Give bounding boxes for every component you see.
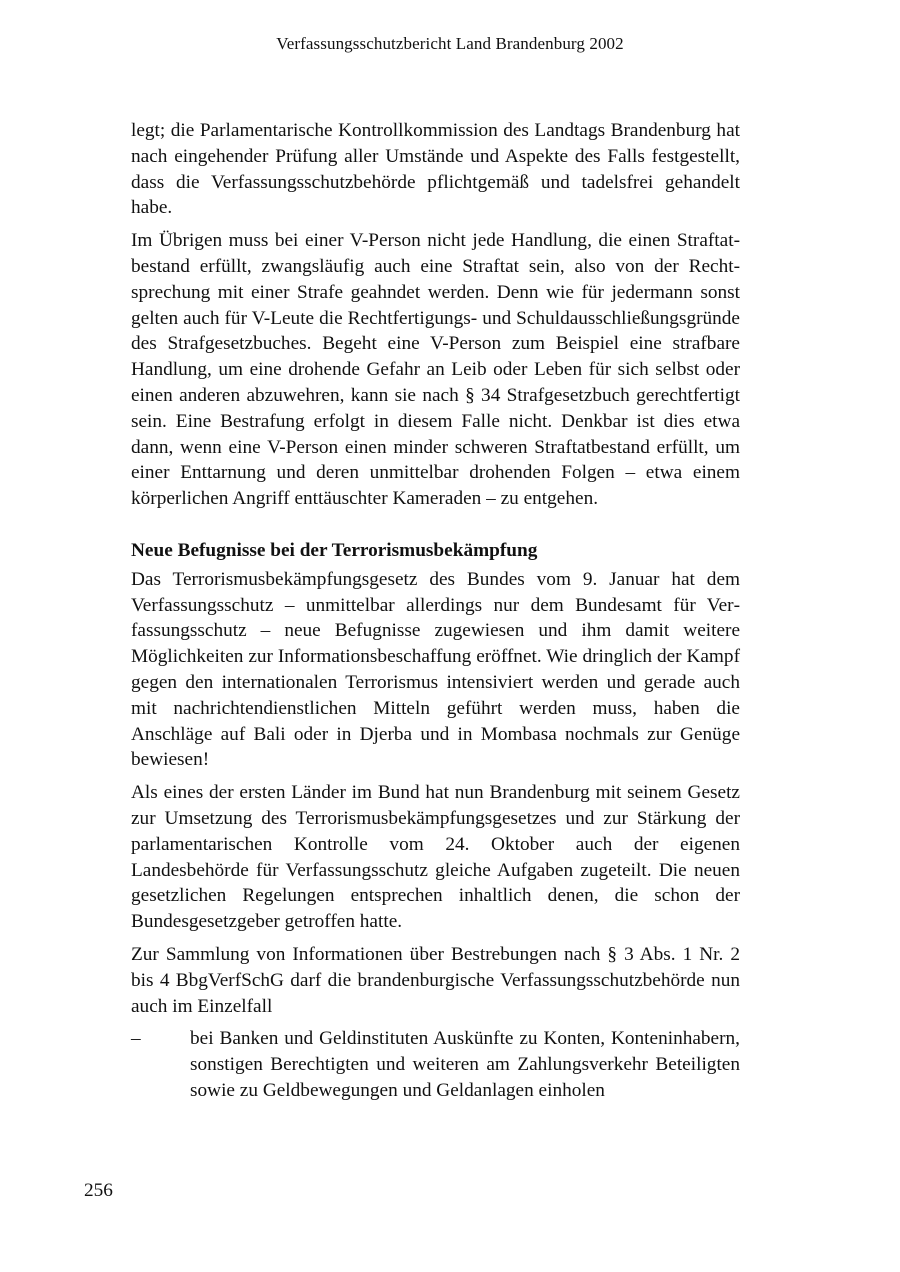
paragraph: Das Terrorismusbekämpfungsgesetz des Bundes vom 9. Januar hat dem Verfassungsschutz – unmittelbar allerdings nur dem Bundesamt für Verfassungsschutz – neue Befugnisse zugewiesen und ihm damit weitere Möglichkeiten zur Informationsbeschaffung eröffnet. Wie dringlich der Kampf gegen den internationalen Terrorismus intensiviert werden und gerade auch mit nachrichtendienstlichen Mitteln geführt werden muss, haben die Anschläge auf Bali oder in Djerba und in Mombasa nochmals zur Genüge bewiesen!: [131, 568, 740, 771]
list-item-text: bei Banken und Geldinstituten Auskünfte zu Konten, Konteninhabern, sonstigen Berechtigten und weiteren am Zahlungsverkehr Beteiligten sowie zu Geldbewegungen und Geldanlagen einholen: [190, 1028, 740, 1101]
list-marker: –: [131, 1028, 141, 1050]
body-text: [131, 118, 740, 1104]
list-item: [131, 1026, 740, 1103]
page-number: 256: [84, 1180, 113, 1201]
paragraph: Als eines der ersten Länder im Bund hat nun Brandenburg mit seinem Gesetz zur Umsetzung des Terrorismusbekämpfungsgesetzes und zur Stärkung der parlamentarischen Kontrolle vom 24. Oktober auch der eigenen Landesbehörde für Verfassungsschutz gleiche Aufgaben zugeteilt. Die neuen gesetzlichen Regelungen entsprechen inhaltlich denen, die schon der Bundesgesetzgeber getroffen hatte.: [131, 782, 740, 933]
paragraph: legt; die Parlamentarische Kontrollkommission des Landtags Brandenburg hat nach eingehender Prüfung aller Umstände und Aspekte des Falls festgestellt, dass die Verfassungsschutzbehörde pflichtgemäß und tadelsfrei gehandelt habe.: [131, 120, 740, 219]
paragraph: Im Übrigen muss bei einer V-Person nicht jede Handlung, die einen Straftatbestand erfüllt, zwangsläufig auch eine Straftat sein, also von der Rechtsprechung mit einer Strafe geahndet werden. Denn wie für jedermann sonst gelten auch für V-Leute die Rechtfertigungs- und Schuldausschließungsgründe des Strafgesetzbuches. Begeht eine V-Person zum Beispiel eine strafbare Handlung, um eine drohende Gefahr an Leib oder Leben für sich selbst oder einen anderen abzuwehren, kann sie nach § 34 Strafgesetzbuch gerechtfertigt sein. Eine Bestrafung erfolgt in diesem Falle nicht. Denkbar ist dies etwa dann, wenn eine V-Person einen minder schweren Straftatbestand erfüllt, um einer Enttarnung und deren unmittelbar drohenden Folgen – etwa einem körperlichen Angriff enttäuschter Kameraden – zu entgehen.: [131, 230, 740, 510]
section-heading: Neue Befugnisse bei der Terrorismusbekämpfung: [131, 539, 538, 561]
running-header: Verfassungsschutzbericht Land Brandenburg 2002: [276, 34, 624, 53]
paragraph: Zur Sammlung von Informationen über Bestrebungen nach § 3 Abs. 1 Nr. 2 bis 4 BbgVerfSchG darf die brandenburgische Verfassungsschutzbehörde nun auch im Einzelfall: [131, 943, 740, 1017]
